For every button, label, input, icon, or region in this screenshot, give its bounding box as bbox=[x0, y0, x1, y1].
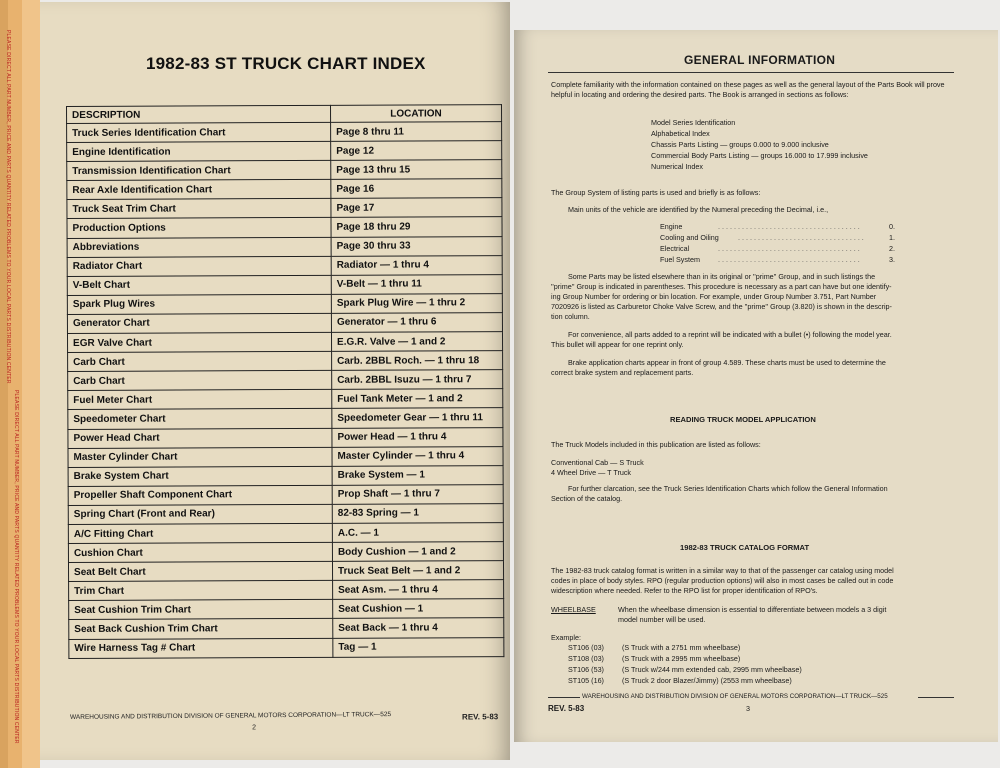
row-description: Cushion Chart bbox=[68, 542, 332, 562]
table-row bbox=[67, 122, 502, 143]
prime-line-1: Some Parts may be listed elsewhere than in its original or ''prime'' Group, and in such listings the bbox=[568, 272, 876, 281]
row-location: Seat Cushion — 1 bbox=[333, 599, 504, 619]
description-header: DESCRIPTION bbox=[67, 105, 331, 123]
row-description: A/C Fitting Chart bbox=[68, 523, 332, 543]
row-description: Radiator Chart bbox=[67, 256, 331, 276]
table-body bbox=[67, 122, 504, 659]
prime-line-3: ing Group Number for ordering or bin location. For example, under Group Number 3.751, Part Number bbox=[551, 292, 877, 301]
example-1-desc: (S Truck with a 2751 mm wheelbase) bbox=[622, 643, 741, 652]
right-revision: REV. 5-83 bbox=[548, 704, 585, 713]
row-location: Page 8 thru 11 bbox=[331, 122, 502, 142]
row-location: Spark Plug Wire — 1 thru 2 bbox=[331, 293, 502, 313]
row-location: Page 12 bbox=[331, 141, 502, 161]
table-row bbox=[67, 198, 502, 219]
leader-dots: . . . . . . . . . . . . . . . . . . . . . . . . . . . . . . . . . . . . bbox=[718, 244, 860, 253]
table-row bbox=[68, 427, 503, 448]
table-row bbox=[67, 293, 502, 314]
row-description: Abbreviations bbox=[67, 237, 331, 257]
wheelbase-label: WHEELBASE bbox=[551, 605, 596, 614]
row-location: Brake System — 1 bbox=[332, 465, 503, 485]
row-description: Generator Chart bbox=[67, 313, 331, 333]
row-location: Tag — 1 bbox=[333, 637, 504, 657]
example-3-code: ST106 (53) bbox=[568, 665, 604, 674]
edge-notice-2: PLEASE DIRECT ALL PART NUMBER, PRICE AND PARTS QUANTITY RELATED PROBLEMS TO YOUR LOCAL PARTS DISTRIBUTION CENTER bbox=[13, 390, 19, 744]
edge-notice-1: PLEASE DIRECT ALL PART NUMBER, PRICE AND PARTS QUANTITY RELATED PROBLEMS TO YOUR LOCAL PARTS DISTRIBUTION CENTER bbox=[5, 30, 11, 384]
row-location: V-Belt — 1 thru 11 bbox=[331, 274, 502, 294]
section-3: Chassis Parts Listing — groups 0.000 to 9.000 inclusive bbox=[651, 140, 829, 149]
row-location: Radiator — 1 thru 4 bbox=[331, 255, 502, 275]
format-line-1: The 1982-83 truck catalog format is written in a similar way to that of the passenger car catalog using model bbox=[551, 566, 894, 575]
chart-index-table bbox=[66, 104, 504, 659]
row-description: Truck Series Identification Chart bbox=[67, 122, 331, 142]
table-row bbox=[69, 580, 504, 601]
row-location: Seat Back — 1 thru 4 bbox=[333, 618, 504, 638]
row-description: Carb Chart bbox=[68, 351, 332, 371]
table-row bbox=[67, 236, 502, 257]
row-description: Spring Chart (Front and Rear) bbox=[68, 504, 332, 524]
table-row bbox=[67, 274, 502, 295]
row-description: Seat Belt Chart bbox=[68, 561, 332, 581]
row-description: Fuel Meter Chart bbox=[68, 390, 332, 410]
table-row bbox=[68, 465, 503, 486]
table-row bbox=[67, 332, 502, 353]
table-row bbox=[68, 370, 503, 391]
format-line-3: widescription where needed. Refer to the RPO list for proper identification of RPO's. bbox=[551, 586, 818, 595]
table-row bbox=[69, 618, 504, 639]
row-description: Seat Back Cushion Trim Chart bbox=[69, 619, 333, 639]
row-description: Carb Chart bbox=[68, 371, 332, 391]
table-row bbox=[68, 408, 503, 429]
row-location: Master Cylinder — 1 thru 4 bbox=[332, 446, 503, 466]
example-1-code: ST106 (03) bbox=[568, 643, 604, 652]
row-description: V-Belt Chart bbox=[67, 275, 331, 295]
row-location: 82-83 Spring — 1 bbox=[332, 503, 503, 523]
row-location: Power Head — 1 thru 4 bbox=[332, 427, 503, 447]
format-line-2: codes in place of body styles. RPO (regular production options) will also in most cases be called out in code bbox=[551, 576, 894, 585]
index-title: 1982-83 ST TRUCK CHART INDEX bbox=[146, 54, 426, 73]
row-description: Power Head Chart bbox=[68, 428, 332, 448]
general-info-title: GENERAL INFORMATION bbox=[684, 53, 836, 67]
bullet-line-1: For convenience, all parts added to a reprint will be indicated with a bullet (•) following the model year. bbox=[568, 330, 892, 339]
row-location: E.G.R. Valve — 1 and 2 bbox=[331, 332, 502, 352]
group-electrical: Electrical bbox=[660, 244, 690, 253]
table-row bbox=[68, 561, 503, 582]
leader-dots: . . . . . . . . . . . . . . . . . . . . . . . . . . . . . . . . . . . . bbox=[718, 255, 860, 264]
table-row bbox=[67, 255, 502, 276]
row-location: A.C. — 1 bbox=[332, 523, 503, 543]
row-location: Truck Seat Belt — 1 and 2 bbox=[332, 561, 503, 581]
row-description: Brake System Chart bbox=[68, 466, 332, 486]
row-location: Generator — 1 thru 6 bbox=[331, 313, 502, 333]
table-row bbox=[68, 542, 503, 563]
row-description: Engine Identification bbox=[67, 141, 331, 161]
group-engine-num: 0. bbox=[889, 222, 895, 231]
example-2-code: ST108 (03) bbox=[568, 654, 604, 663]
table-header-row bbox=[67, 105, 502, 124]
clarification-line-1: For further clarcation, see the Truck Series Identification Charts which follow the General Information bbox=[568, 484, 888, 493]
table-row bbox=[67, 179, 502, 200]
example-2-desc: (S Truck with a 2995 mm wheelbase) bbox=[622, 654, 741, 663]
table-row bbox=[67, 217, 502, 238]
left-footer-text: WAREHOUSING AND DISTRIBUTION DIVISION OF GENERAL MOTORS CORPORATION—LT TRUCK—525 bbox=[69, 711, 392, 721]
row-description: Spark Plug Wires bbox=[67, 294, 331, 314]
example-3-desc: (S Truck w/244 mm extended cab, 2995 mm wheelbase) bbox=[622, 665, 802, 674]
row-location: Seat Asm. — 1 thru 4 bbox=[333, 580, 504, 600]
prime-line-5: tion column. bbox=[551, 312, 590, 321]
row-description: Wire Harness Tag # Chart bbox=[69, 638, 333, 658]
right-page bbox=[514, 30, 998, 742]
main-units-text: Main units of the vehicle are identified by the Numeral preceding the Decimal, i.e., bbox=[568, 205, 829, 214]
table-row bbox=[67, 160, 502, 181]
table-row bbox=[68, 523, 503, 544]
group-electrical-num: 2. bbox=[889, 244, 895, 253]
row-location: Speedometer Gear — 1 thru 11 bbox=[332, 408, 503, 428]
title-rule bbox=[548, 72, 954, 73]
brake-line-2: correct brake system and replacement parts. bbox=[551, 368, 694, 377]
group-fuel-num: 3. bbox=[889, 255, 895, 264]
section-4: Commercial Body Parts Listing — groups 16.000 to 17.999 inclusive bbox=[651, 151, 868, 160]
example-4-desc: (S Truck 2 door Blazer/Jimmy) (2553 mm wheelbase) bbox=[622, 676, 792, 685]
prime-line-2: ''prime'' Group is indicated in parentheses. This procedure is necessary as a part can have but one identify- bbox=[551, 282, 892, 291]
wheelbase-line-1: When the wheelbase dimension is essential to differentiate between models a 3 digit bbox=[618, 605, 887, 614]
brake-line-1: Brake application charts appear in front of group 4.589. These charts must be used to determine the bbox=[568, 358, 886, 367]
section-5: Numerical Index bbox=[651, 162, 703, 171]
left-revision: REV. 5-83 bbox=[461, 712, 499, 722]
table-row bbox=[67, 313, 502, 334]
group-engine: Engine bbox=[660, 222, 683, 231]
table-row bbox=[67, 141, 502, 162]
row-location: Page 16 bbox=[331, 179, 502, 199]
row-description: Production Options bbox=[67, 218, 331, 238]
location-header: LOCATION bbox=[330, 105, 501, 123]
row-location: Prop Shaft — 1 thru 7 bbox=[332, 484, 503, 504]
row-description: EGR Valve Chart bbox=[67, 332, 331, 352]
example-label: Example: bbox=[551, 633, 581, 642]
table-row bbox=[68, 484, 503, 505]
wheelbase-line-2: model number will be used. bbox=[618, 615, 706, 624]
table-row bbox=[68, 446, 503, 467]
group-cooling: Cooling and Oiling bbox=[660, 233, 719, 242]
right-footer-text: WAREHOUSING AND DISTRIBUTION DIVISION OF GENERAL MOTORS CORPORATION—LT TRUCK—525 bbox=[582, 693, 888, 700]
example-4-code: ST105 (16) bbox=[568, 676, 604, 685]
row-description: Propeller Shaft Component Chart bbox=[68, 485, 332, 505]
row-description: Seat Cushion Trim Chart bbox=[69, 600, 333, 620]
bullet-line-2: This bullet will appear for one reprint only. bbox=[551, 340, 684, 349]
table-row bbox=[68, 351, 503, 372]
row-description: Master Cylinder Chart bbox=[68, 447, 332, 467]
leader-dots: . . . . . . . . . . . . . . . . . . . . . . . . . . . . . . . . bbox=[738, 233, 864, 242]
footer-rule-right bbox=[918, 697, 954, 698]
table-row bbox=[69, 637, 504, 658]
section-1: Model Series Identification bbox=[651, 118, 736, 127]
group-system-text: The Group System of listing parts is used and briefly is as follows: bbox=[551, 188, 761, 197]
row-description: Transmission Identification Chart bbox=[67, 161, 331, 181]
group-cooling-num: 1. bbox=[889, 233, 895, 242]
format-title: 1982-83 TRUCK CATALOG FORMAT bbox=[680, 543, 810, 552]
clarification-line-2: Section of the catalog. bbox=[551, 494, 623, 503]
section-2: Alphabetical Index bbox=[651, 129, 710, 138]
row-location: Body Cushion — 1 and 2 bbox=[332, 542, 503, 562]
row-location: Page 18 thru 29 bbox=[331, 217, 502, 237]
row-location: Page 13 thru 15 bbox=[331, 160, 502, 180]
left-page-number: 2 bbox=[252, 724, 257, 732]
row-location: Carb. 2BBL Roch. — 1 thru 18 bbox=[332, 351, 503, 371]
row-description: Rear Axle Identification Chart bbox=[67, 180, 331, 200]
leader-dots: . . . . . . . . . . . . . . . . . . . . . . . . . . . . . . . . . . . . bbox=[718, 222, 860, 231]
table-row bbox=[68, 503, 503, 524]
row-description: Speedometer Chart bbox=[68, 409, 332, 429]
row-location: Page 30 thru 33 bbox=[331, 236, 502, 256]
model-conventional: Conventional Cab — S Truck bbox=[551, 458, 644, 467]
right-page-number: 3 bbox=[746, 704, 750, 713]
model-4wd: 4 Wheel Drive — T Truck bbox=[551, 468, 632, 477]
footer-rule-left bbox=[548, 697, 580, 698]
group-fuel: Fuel System bbox=[660, 255, 700, 264]
row-location: Fuel Tank Meter — 1 and 2 bbox=[332, 389, 503, 409]
row-description: Trim Chart bbox=[69, 581, 333, 601]
reading-intro: The Truck Models included in this publication are listed as follows: bbox=[551, 440, 761, 449]
row-description: Truck Seat Trim Chart bbox=[67, 199, 331, 219]
table-row bbox=[68, 389, 503, 410]
prime-line-4: 7020926 is listed as Carburetor Choke Valve Screw, and the ''prime'' Group (3.820) is shown in the descrip- bbox=[551, 302, 892, 311]
table-row bbox=[69, 599, 504, 620]
intro-paragraph: Complete familiarity with the information contained on these pages as well as the general layout of the Parts Book will prove helpful in locating and ordering the desired parts. The Book is arranged in sections as follows: bbox=[551, 80, 945, 99]
row-location: Page 17 bbox=[331, 198, 502, 218]
reading-title: READING TRUCK MODEL APPLICATION bbox=[670, 415, 816, 424]
row-location: Carb. 2BBL Isuzu — 1 thru 7 bbox=[332, 370, 503, 390]
page-edge bbox=[0, 0, 40, 768]
